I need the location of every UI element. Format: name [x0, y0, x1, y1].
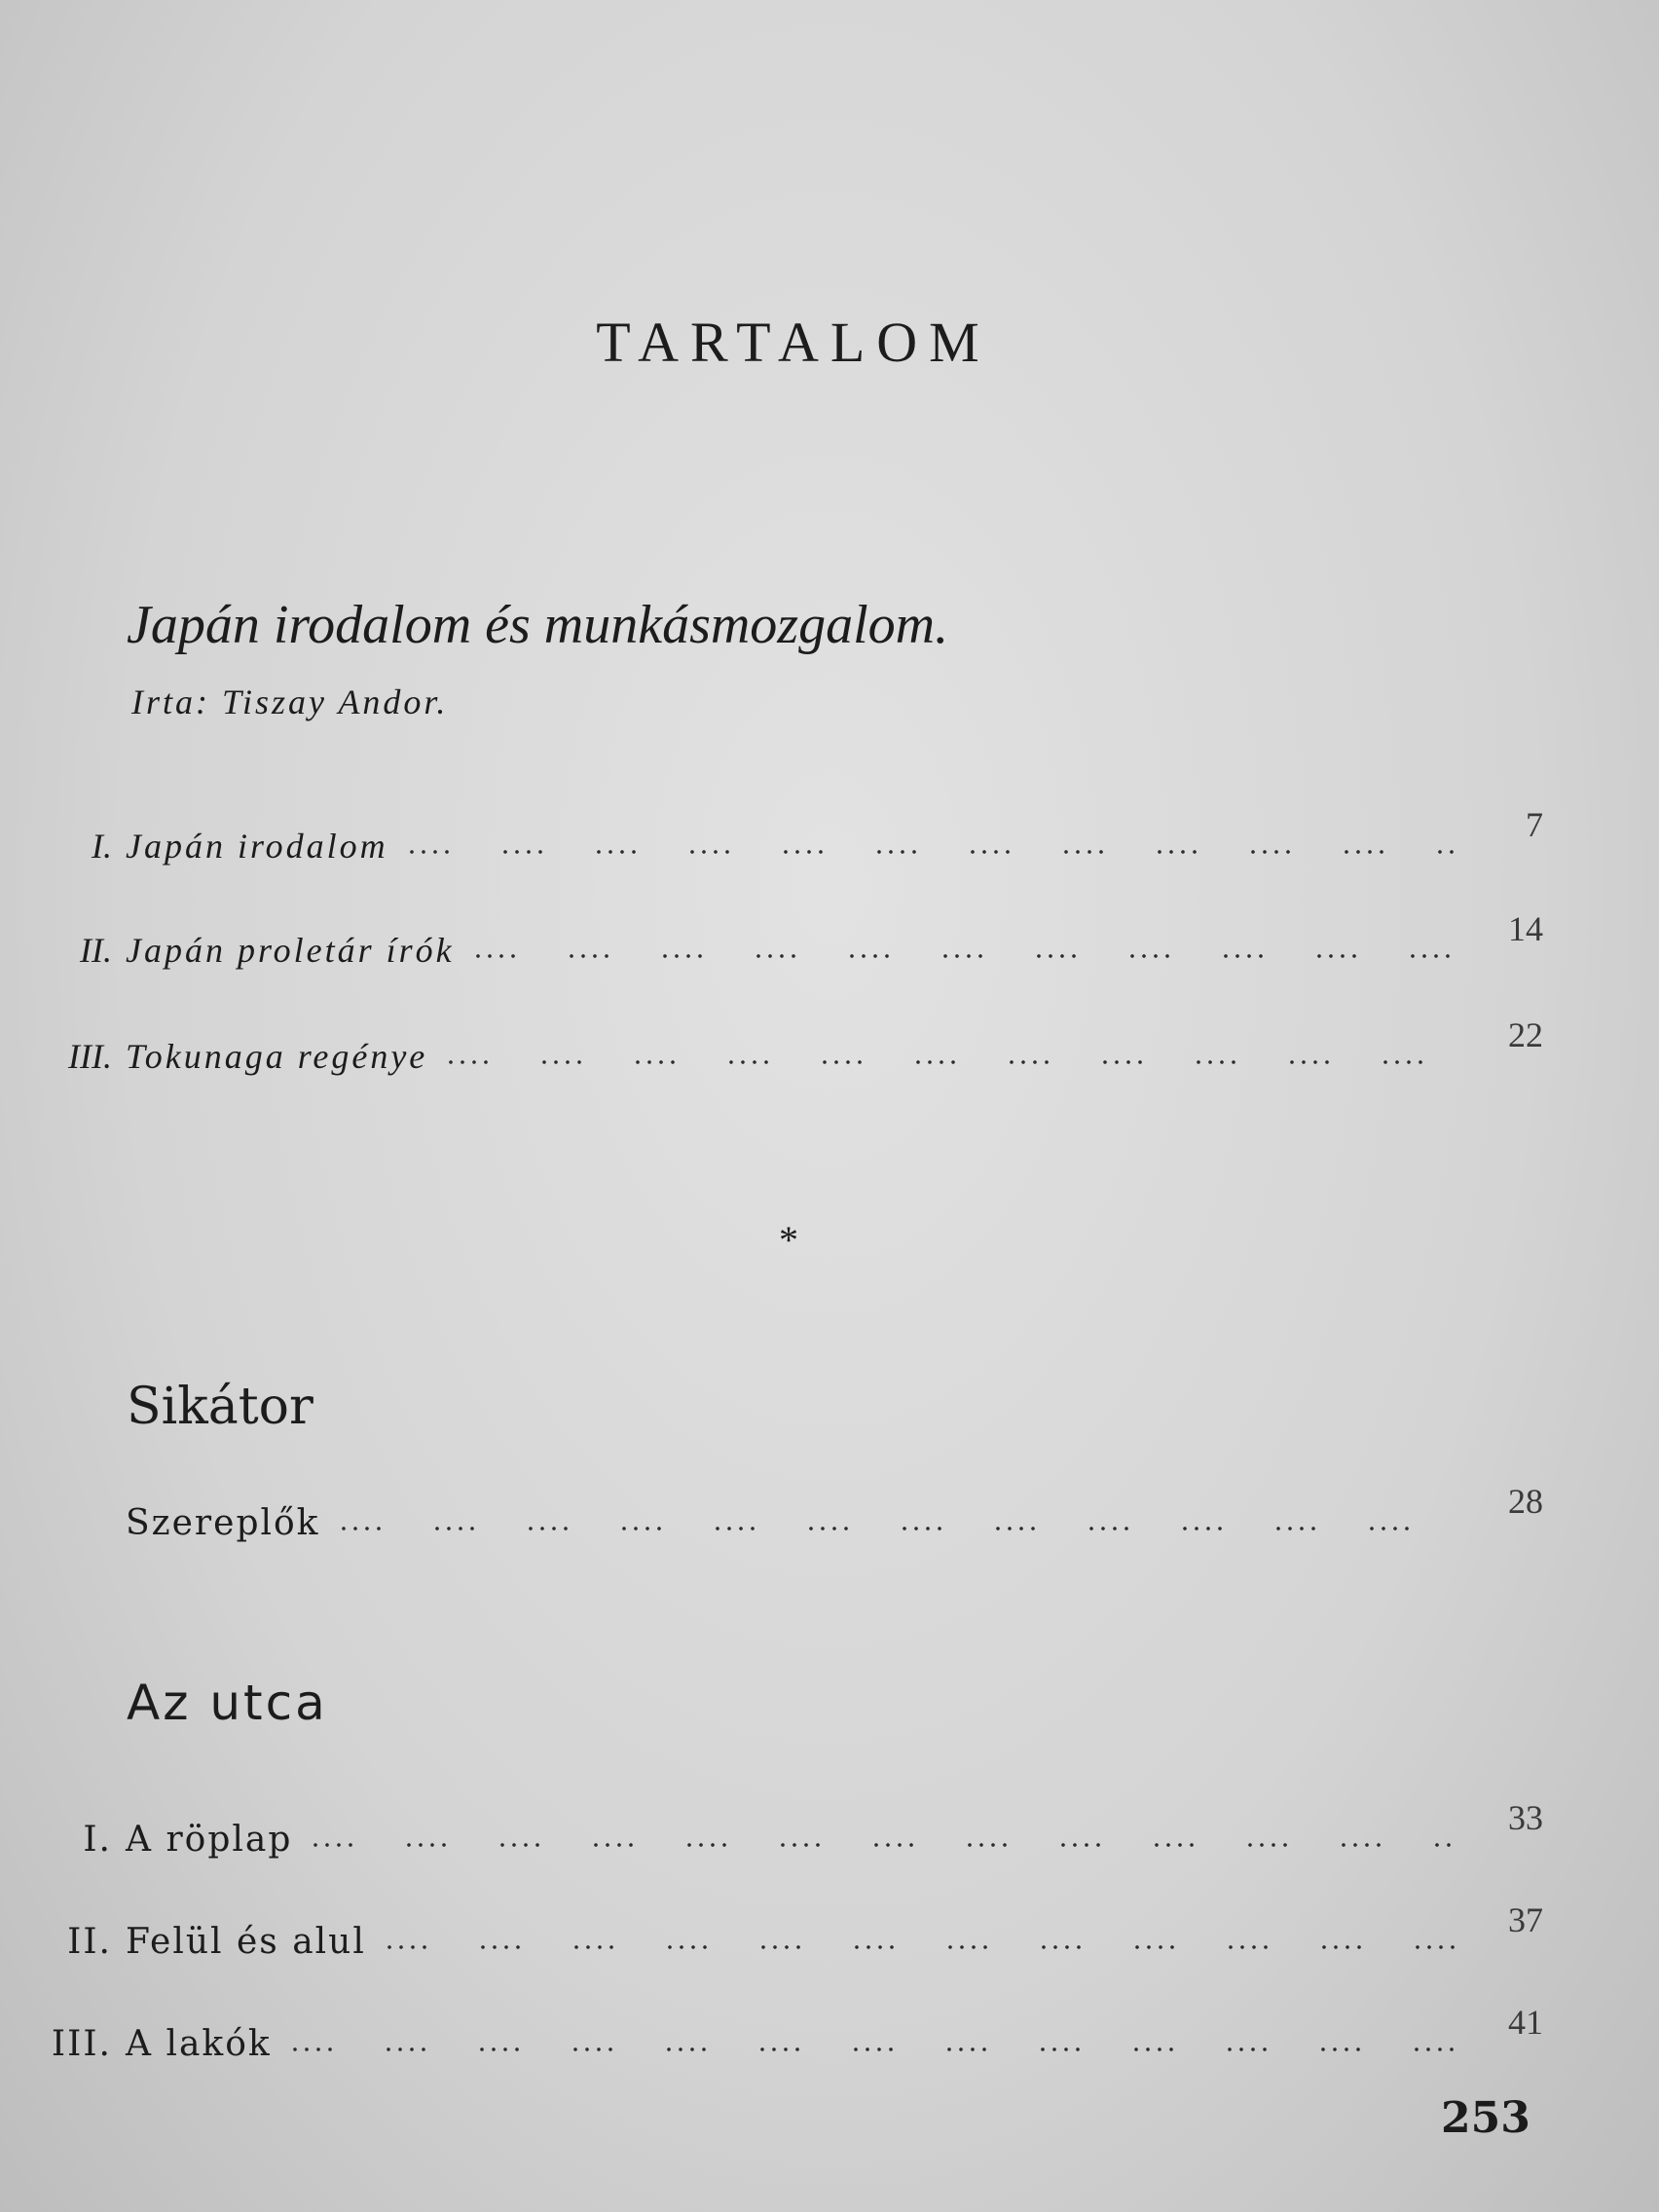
dot-leader [406, 849, 1456, 855]
entry-label: Tokunaga regénye [126, 1037, 428, 1076]
dot-leader [445, 1059, 1456, 1065]
dot-leader [472, 953, 1456, 959]
toc-entry [39, 1015, 1543, 1077]
dot-leader [289, 2046, 1456, 2052]
page-title: TARTALOM [596, 311, 991, 374]
entry-label: A lakók [126, 2024, 272, 2064]
entry-label: Szereplők [126, 1503, 320, 1543]
dot-leader [310, 1842, 1456, 1848]
section-author: Irta: Tiszay Andor. [131, 682, 449, 721]
entry-number: I. [83, 1820, 112, 1860]
section-title-japan: Japán irodalom és munkásmozgalom. [127, 595, 949, 655]
entry-page: 14 [1508, 909, 1543, 948]
toc-entry [39, 1482, 1543, 1543]
entry-label: Japán irodalom [126, 827, 388, 866]
page-number: 253 [1441, 2093, 1530, 2143]
entry-number: II. [67, 1922, 112, 1962]
entry-page: 37 [1508, 1900, 1543, 1939]
entry-page: 28 [1508, 1482, 1543, 1521]
entry-number: II. [80, 931, 112, 970]
entry-number: I. [92, 827, 112, 866]
dot-leader [338, 1526, 1456, 1531]
toc-entry [39, 805, 1543, 866]
entry-number: III. [68, 1037, 112, 1076]
toc-entry [39, 1900, 1543, 1962]
section-title-sikator: Sikátor [127, 1378, 313, 1436]
toc-entry [39, 909, 1543, 971]
dot-leader [384, 1944, 1456, 1950]
entry-label: Felül és alul [126, 1922, 366, 1962]
entry-number: III. [51, 2024, 112, 2064]
section-title-az-utca: Az utca [127, 1675, 328, 1731]
entry-page: 41 [1508, 2003, 1543, 2042]
entry-label: A röplap [126, 1820, 293, 1860]
entry-page: 22 [1508, 1015, 1543, 1054]
entry-page: 33 [1508, 1798, 1543, 1837]
toc-entry [39, 2003, 1543, 2064]
entry-label: Japán proletár írók [126, 931, 455, 970]
section-separator: * [779, 1218, 798, 1262]
entry-page: 7 [1526, 805, 1543, 844]
toc-entry [39, 1798, 1543, 1860]
